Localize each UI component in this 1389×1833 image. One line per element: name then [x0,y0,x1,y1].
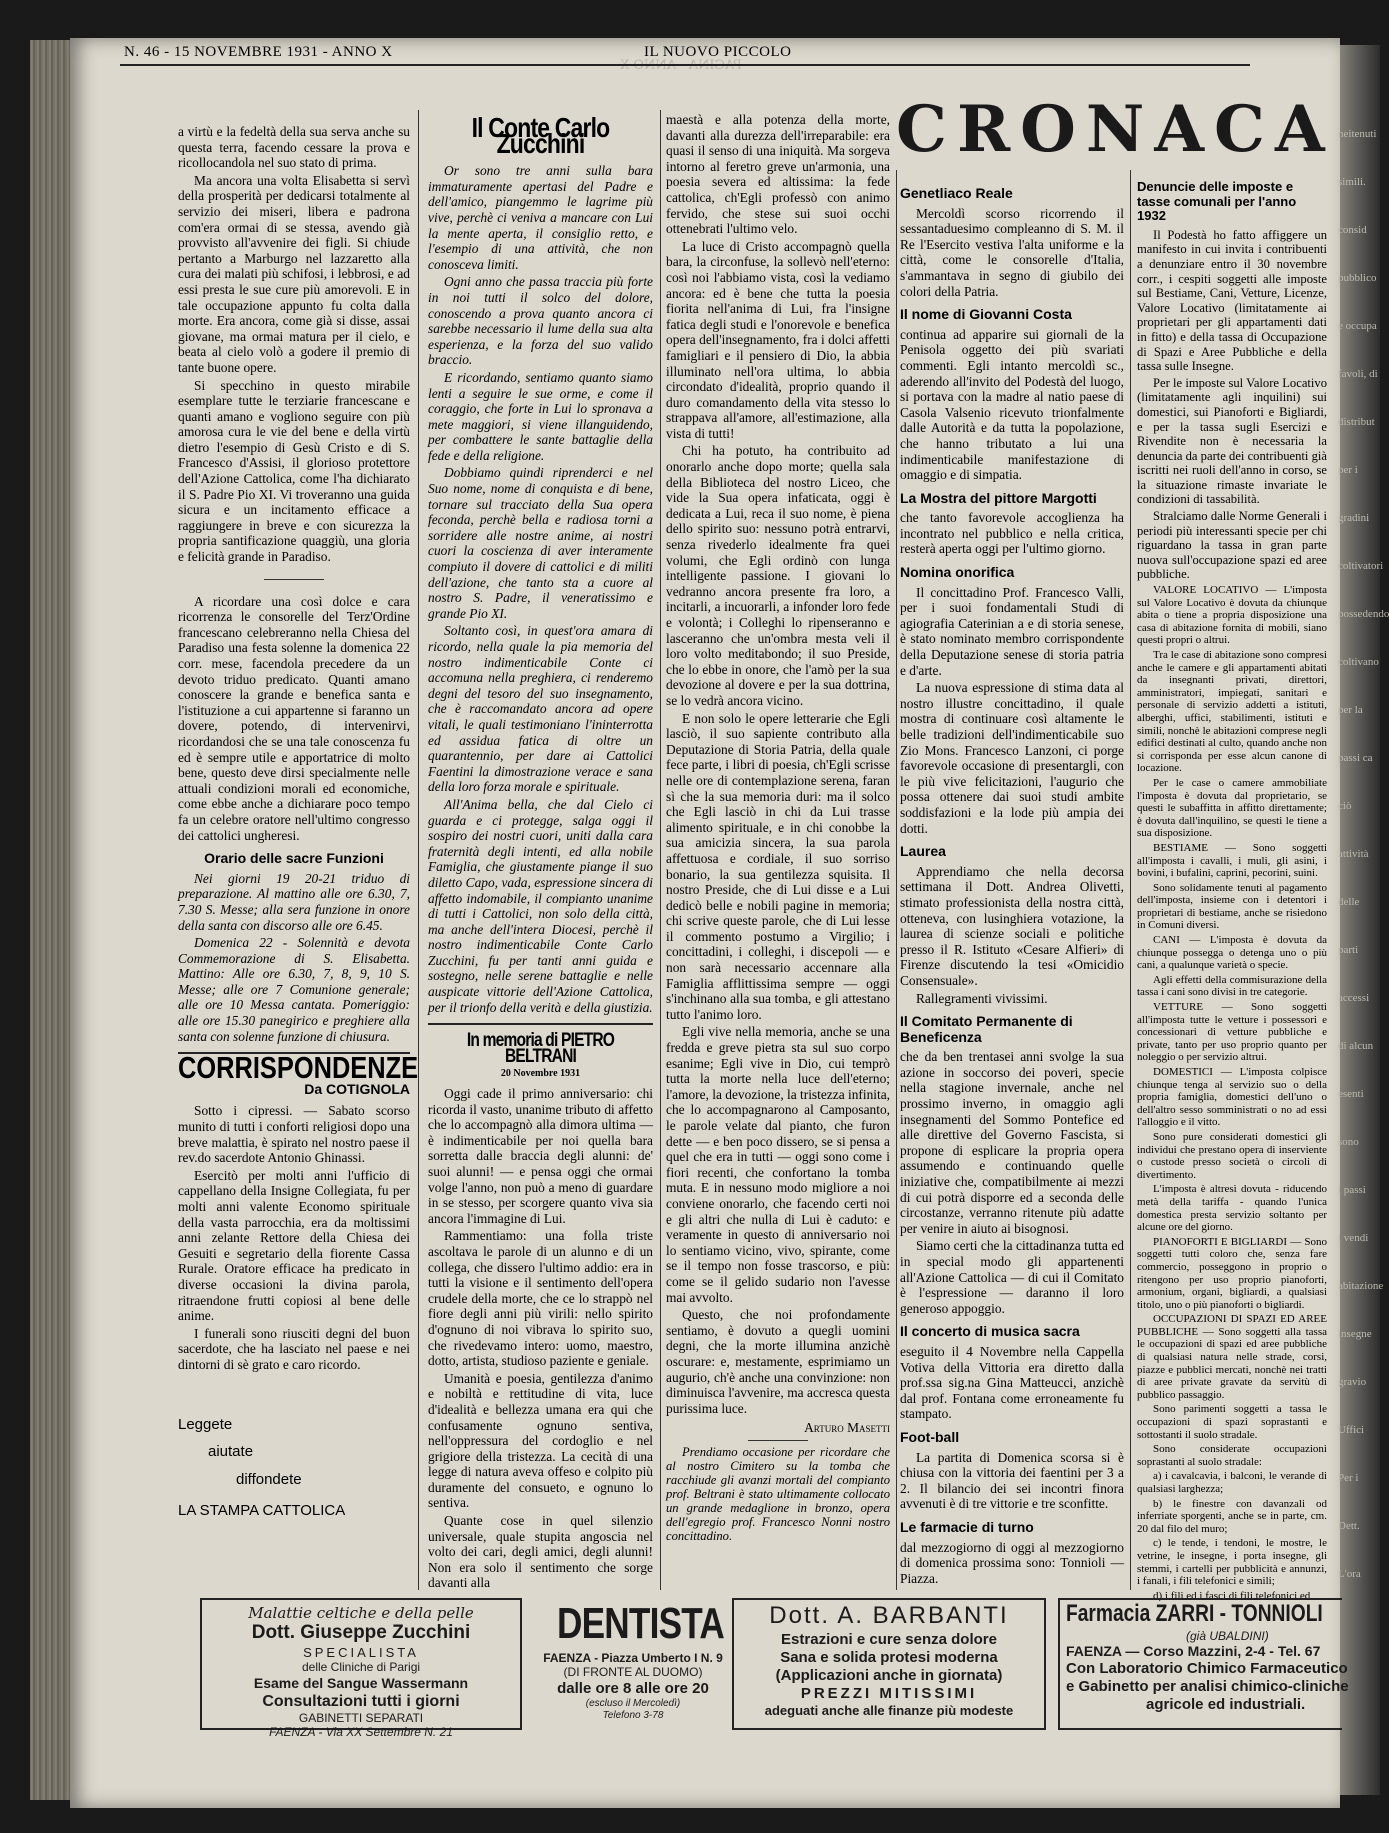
ad-line: Estrazioni e cure senza dolore [781,1630,997,1648]
ad-line: Consultazioni tutti i giorni [262,1692,460,1710]
paragraph: La nuova espressione di stima data al nostro illustre concittadino, il quale mostra di continuare così altamente le belle tradizioni dell'indimenticabile suo Zio Mons. Francesco Lanzoni, ci porge favorevole occasione di presentargli, con le più vive felicitazioni, l'augurio che possa ottenere dai suoi studi ambite soddisfazioni e la lode più ampia dei dotti. [900,680,1124,836]
paragraph: Stralciamo dalle Norme Generali i periodi più interessanti specie per chi riguardano la tassa in gran parte nuova sull'occupazione spazi ed aree pubbliche. [1137,509,1327,582]
paragraph: Questo, che noi profondamente sentiamo, è dovuto a quegli uomini degni, che la morte illumina anzichè oscurare: e, mestamente, esprimiamo un augurio, ch'è anche una convinzione: non diminuisca l'avvenire, ma accresca questa purissima luce. [666,1307,890,1416]
edge-fragment: Uffici [1338,1424,1365,1436]
section-heading: Il nome di Giovanni Costa [900,306,1072,323]
ad-line: FAENZA - Via XX Settembre N. 21 [269,1725,453,1740]
ad-line: (escluso il Mercoledì) [585,1697,681,1709]
ad-line: Farmacia ZARRI - TONNIOLI [1066,1600,1323,1627]
paragraph: Prendiamo occasione per ricordare che al nostro Cimitero su la tomba che racchiude gli avanzi mortali del compianto prof. Beltrani è stato ultimamente collocato un grande medaglione in bronzo, opera dell'egregio prof. Francesco Nonni nostro concittadino. [666,1444,890,1543]
edge-fragment: insegne [1338,1328,1372,1340]
section-title-cronaca: CRONACA [896,92,1335,167]
ad-line: SPECIALISTA [303,1644,419,1660]
paragraph: Or sono tre anni sulla bara immaturamente apertasi del Padre e dell'amico, piangemmo le lagrime più vive, perchè ci veniva a mancare con Lui la mente aperta, il consiglio retto, e l'esempio di una attività, che non conosceva limiti. [428,163,653,272]
ad-line: (DI FRONTE AL DUOMO) [563,1665,703,1680]
column-5 [1137,172,1327,1604]
paragraph: a) i cavalcavia, i balconi, le verande di qualsiasi larghezza; [1137,1470,1327,1495]
paragraph: continua ad apparire sui giornali de la Penisola oggetto dei più svariati commenti. Egli intanto mercoldì sc., aderendo all'invito del Podestà del luogo, si portava con la madre al natio paese di Casola Valsenio ricevuto trionfalmente dalle Autorità e da tutta la popolazione, che hanno tributato a lui una indimenticabile manifestazione di omaggio e di simpatia. [900,326,1124,483]
section-heading: Nomina onorifica [900,564,1015,581]
section-heading: Foot-ball [900,1428,960,1445]
paragraph: Apprendiamo che nella decorsa settimana il Dott. Andrea Olivetti, stimato professionista della nostra città, otteneva, con lusinghiera votazione, la laurea di scienze sociali e politiche presso il R. Istituto «Cesare Alfieri» di Firenze discutendo la tesi «Omicidio Consensuale». [900,863,1124,988]
edge-fragment: Per i [1338,1472,1359,1484]
signature: Arturo Masetti [804,1420,890,1436]
paragraph: E non solo le opere letterarie che Egli lasciò, il suo sapiente contributo alla Deputazione di Storia Patria, della quale fece parte, i libri di poesia, ch'Egli scrisse nelle ore di contemplazione serena, faran sì che la sua memoria duri: ma il solco che Egli lasciò in chi da Lui trasse alimento spirituale, e in chi conobbe la sua amicizia sincera, la sua parola affettuosa e cordiale, il suo sorriso bonario, la sua gentilezza squisita. Il nostro Preside, che di Lui disse e a Lui dedicò belle e nobili pagine in memoria; chi scrive queste parole, che di Lui lesse il commento postumo a Virgilio; i concittadini, i colleghi, i discepoli — e non sarà necessario accennare alla Famiglia afflittissima sempre — oggi s'inchinano alla sua tomba, e gli attestano tutto l'animo loro. [666,710,890,1022]
header-rule [120,64,1250,66]
paragraph: Per le case o camere ammobiliate l'imposta è dovuta dal proprietario, se questi le subaffitta in affitto direttamente; è dovuta dall'inquilino, se questi le tiene a sua disposizione. [1137,776,1327,840]
article-title: Il Conte Carlo Zucchini [471,112,610,159]
mirrored-bleedthrough: PAGINA · ANNO X [620,58,742,73]
edge-fragment: attività [1338,848,1369,860]
edge-fragment: esenti [1338,1088,1364,1100]
paragraph: La luce di Cristo accompagnò quella bara, la circonfuse, la sollevò nell'eterno: così noi l'abbiamo vista, così la vediamo ancora: ed è bene che tutta la poesia fiorita nell'anima di Lui, fra l'insigne fatica degli studi e l'onorevole e benefica opera dell'insegnamento, fra i dolci affetti famigliari e il pensiero di Dio, la abbia illuminato nell'ora ultima, lo abbia circondato d'idealità, proprio quando il duro comandamento della vita stesso lo strappava all'amore, all'estimazione, alla vista di tutti! [666,238,890,441]
column-divider [418,110,419,1590]
section-title: CORRISPONDENZE [178,1050,419,1086]
edge-fragment: gravio [1338,1376,1367,1388]
ad-line: Malattie celtiche e della pelle [248,1604,474,1622]
paragraph: d) i fili ed i fasci di fili telefonici ed [1153,1589,1311,1602]
paragraph: Per le imposte sul Valore Locativo (limitatamente agli inquilini) sui domestici, sui Pianoforti e Bigliardi, e per la tassa sugli Esercizi e Rivendite non è necessaria la denuncia da parte dei contribuenti già iscritti nei ruoli dell'anno in corso, se la situazione rimaste invariate le condizioni di tassabilità. [1137,375,1327,507]
ad-line: Dott. A. BARBANTI [769,1602,1009,1629]
paragraph: Ogni anno che passa traccia più forte in noi tutti il solco del dolore, conoscendo a prova quanto ancora ci sarebbe necessario il lume della sua alta esperienza, e la forza del suo valido braccio. [428,274,653,368]
edge-fragment: per i gradini [1338,464,1370,524]
column-2 [428,112,653,1593]
paragraph: E ricordando, sentiamo quanto siamo lenti a seguire le sue orme, e come il coraggio, che forte in Lui lo spronava a mete maggiori, si viene illanguidendo, per combattere le sante battaglie della fede e della religione. [428,369,653,463]
edge-fragment: per la [1338,704,1363,716]
edge-fragment: accessi [1338,992,1370,1004]
edge-fragment: coltivano [1338,656,1379,668]
paragraph: Soltanto così, in quest'ora amara di ricordo, nella quale la pia memoria del nostro indimenticabile Conte ci accomuna nella preghiera, ci renderemo degni del tesoro del suo insegnamento, che è raccomandato ancora ad opere vitali, le quali testimoniano l'ininterrotta ed assidua fatica di oltre un quarantennio, per dare ai Cattolici Faentini la dimostrazione verace e sana della loro forza morale e spirituale. [428,623,653,795]
paragraph: Esercitò per molti anni l'ufficio di cappellano della Insigne Collegiata, fu per molti anni valente Economo spirituale della vasta parrocchia, era da moltissimi anni zelante Rettore della Chiesa dei Gesuiti e segretario della fiorente Cassa Rurale. Oratore efficace ha predicato in diverse occasioni la divina parola, ritraendone frutti copiosi al bene delle anime. [178,1167,410,1324]
slogan: diffondete [236,1470,302,1488]
paragraph: Rammentiamo: una folla triste ascoltava le parole di un alunno e di un collega, che dissero l'ultimo addio: era in tutti la visione e il sentimento dell'opera crudele della morte, che ce lo strappò nel fiore degli anni più virili: nello spirito d'ognuno di noi vibrava lo spirito suo, che rivedevamo intero: uomo, maestro, dotto, artista, studioso paziente e geniale. [428,1228,653,1369]
edge-fragment: simili. [1338,176,1366,188]
column-4 [900,178,1124,1588]
subheading: Da COTIGNOLA [304,1080,410,1097]
paragraph: CANI — L'imposta è dovuta da chiunque possegga o detenga uno o più cani, a qualunque varietà o specie. [1137,934,1327,972]
section-heading: Orario delle sacre Funzioni [204,850,384,867]
edge-fragment: favoli, di [1338,368,1378,380]
ad-line: Sana e solida protesi moderna [780,1648,998,1666]
ad-line: Con Laboratorio Chimico Farmaceutico [1066,1659,1348,1677]
edge-fragment: possedendo [1338,608,1389,620]
ad-line: GABINETTI SEPARATI [298,1710,424,1725]
edge-fragment: e occupa [1338,320,1377,332]
paragraph: Agli effetti della commisurazione della tassa i cani sono divisi in tre categorie. [1137,973,1327,999]
ad-line: (già UBALDINI) [1186,1628,1269,1643]
edge-fragment: sono [1338,1136,1359,1148]
paragraph: Mercoldì scorso ricorrendo il sessantaduesimo compleanno di S. M. il Re l'Esercito vestiva l'alta uniforme e la città, come le consorelle d'Italia, s'ammantava in segno di giubilo dei colori della Patria. [900,205,1124,299]
paragraph: VETTURE — Sono soggetti all'imposta tutte le vetture i possessori e concessionari di vetture pubbliche e private, tanto per uso proprio quanto per noleggio o per servizio altrui. [1137,1001,1327,1064]
paragraph: Rallegramenti vivissimi. [916,990,1048,1006]
ad-line: Esame del Sangue Wassermann [253,1674,469,1691]
edge-fragment: i passi [1338,1184,1366,1196]
paragraph: Siamo certi che la cittadinanza tutta ed in special modo gli appartenenti all'Azione Cattolica — di cui il Comitato è l'espressione — daranno il loro generoso appoggio. [900,1238,1124,1316]
paragraph: Oggi cade il primo anniversario: chi ricorda il vasto, unanime tributo di affetto che lo accompagnò alla dimora ultima — è indimenticabile per noi quella bara sorretta dalle braccia degli alunni: de' suoi alunni! — e pensa oggi che ormai volge l'anno, non può a meno di guardare in se stesso, per scorgere quanto viva sia ancora l'immagine di Lui. [428,1086,653,1226]
paragraph: Ma ancora una volta Elisabetta si servì della prosperità per dedicarsi totalmente al servizio dei miseri, libera e padrona com'era ormai di se stessa, avendo già provvisto all'avvenire dei figli. Si chiude pertanto a Marburgo nel lazzaretto alla cura dei malati più schifosi, i lebbrosi, e ad essi presta le sue cure più amorevoli. E in tale occupazione appunto fu colta dalla morte. Era ancora, come già si disse, assai giovane, ma ormai matura per il cielo, e beata al cielo volò a godere il premio di tante buone opere. [178,172,410,375]
edge-fragment: consid [1338,224,1367,236]
edge-fragment: Dett. [1338,1520,1360,1532]
edge-fragment: delle parti [1338,896,1360,956]
edge-fragment: pubblico [1338,272,1377,284]
edge-fragment: neitenuti [1338,128,1377,140]
column-3 [666,112,890,1545]
article-date: 20 Novembre 1931 [500,1068,581,1080]
column-divider [896,170,897,1590]
ad-zucchini [200,1598,522,1740]
section-heading: Le farmacie di turno [900,1518,1034,1535]
ad-barbanti [732,1598,1046,1730]
ad-line: PREZZI MITISSIMI [800,1684,978,1702]
ad-line: DENTISTA [557,1599,724,1648]
paragraph: DOMESTICI — L'imposta colpisce chiunque tenga al servizio suo o della propria famiglia, domestici dell'uno o dell'altro sesso somministrati o no ad essi l'alloggio e il vitto. [1137,1066,1327,1129]
edge-fragment: ciò [1338,800,1352,812]
section-heading: Genetliaco Reale [900,185,1013,201]
ad-line: dalle ore 8 alle ore 20 [557,1679,709,1697]
paragraph: che da ben trentasei anni svolge la sua azione in soccorso dei poveri, specie nella stagione invernale, anche nel prossimo inverno, in omaggio agli insegnamenti del Sommo Pontefice ed alle direttive del Governo Fascista, si propone di esplicare la propria opera assumendo e continuando quelle iniziative che, compatibilmente ai mezzi di cui potrà disporre ed a seconda delle circostanze, verranno ritenute più adatte per venire in aiuto ai bisognosi. [900,1049,1124,1236]
paragraph: All'Anima bella, che dal Cielo ci guarda e ci protegge, salga oggi il sospiro dei nostri cuori, uniti dalla cara fraternità degli intenti, ed alla nobile Famiglia, che giustamente piange il suo diletto Capo, vada, espressione sincera di affetto indomabile, il compianto unanime di tutti i Cattolici, non solo della città, ma anche dell'intera Diocesi, perchè il nostro indimenticabile Conte Carlo Zucchini, fu per tanti anni guida e sostegno, nelle serene battaglie e nelle auspicate vittorie dell'Azione Cattolica, per il trionfo della verità e della giustizia. [428,796,653,1015]
edge-fragment: passi ca [1338,752,1373,764]
paragraph: Sono parimenti soggetti a tassa le occupazioni di spazi soprastanti e sottostanti il suolo stradale. [1137,1403,1327,1441]
paragraph: Dobbiamo quindi riprenderci e nel Suo nome, nome di conquista e di bene, tornare sul tracciato della Sua opera feconda, perchè bella e radiosa torni a sorridere alle nostre anime, ai nostri cuori la coscienza di aver interamente compiuto il dovere di cattolici e di militi dell'azione, che tanto sta a cuore al nostro S. Padre, il veneratissimo e grande Pio XI. [428,465,653,621]
section-heading: Il concerto di musica sacra [900,1323,1080,1340]
paragraph: Si specchino in questo mirabile esemplare tutte le terziarie francescane e quanti amano e vogliono seguire con più amorosa cura le vie del bene e della virtù dietro l'esempio di Gesù Cristo e di S. Francesco d'Assisi, il glorioso protettore dell'Azione Cattolica, come l'ha dichiarato il S. Padre Pio XI. Vi troveranno una guida sicura e un incitamento efficace a raggiungere in breve e con sicurezza la propria santificazione quaggiù, una gloria e felicità grande in Paradiso. [178,377,410,565]
edge-fragment: abitazione [1338,1280,1384,1292]
paragraph: Domenica 22 - Solennità e devota Commemorazione di S. Elisabetta. Mattino: Alle ore 6.30, 7, 8, 9, 10 S. Messe; alle ore 7 Comunione generale; alle ore 10 Messa cantata. Pomeriggio: alle ore 15.30 panegirico e preghiere alla santa con solenne funzione di chiusura. [178,935,410,1044]
edge-fragment: coltivatori [1338,560,1384,572]
section-heading: Laurea [900,843,946,860]
paragraph: maestà e alla potenza della morte, davanti alla durezza dell'irreparabile: era quasi il senso di una iniquità. Ma sorgeva intorno al feretro greve un'armonia, una poesia severa ed altissima: la fede cattolica, ch'Egli professò con animo fervido, che stese sui suoi occhi ottenebrati l'ultimo velo. [666,112,890,237]
paragraph: Sono solidamente tenuti al pagamento dell'imposta, insieme con i detentori i proprietari di bestiame, anche se risiedono in Comuni diversi. [1137,881,1327,932]
paragraph: Il concittadino Prof. Francesco Valli, per i suoi fondamentali Studi di agiografia Caterinian a e di storia senese, è stato nominato membro corrispondente della Deputazione senese di storia patria e d'arte. [900,584,1124,678]
edge-fragment: i vendi [1338,1232,1369,1244]
article-title: In memoria di PIETRO BELTRANI [466,1030,615,1067]
ad-line: adeguati anche alle finanze più modeste [764,1702,1014,1718]
ad-farmacia [1058,1598,1349,1730]
paragraph: eseguito il 4 Novembre nella Cappella Votiva della Vittoria era diretto dalla prof.ssa sig.na Gina Matteucci, anzichè dal prof. Fontana come erroneamente fu stampato. [900,1343,1124,1422]
paragraph: A ricordare una così dolce e cara ricorrenza le consorelle del Terz'Ordine francescano celebreranno nella Chiesa del Paradiso una festa solenne la domenica 22 corr. mese, facendola precedere da un devoto triduo predicato. Quanti amano conoscere la grande e benefica santa e l'istituzione a cui appartenne si faranno un dovere, potendo, di intervenirvi, ricordandosi che se una tale conoscenza fu ed è sempre utile e apportatrice di molto bene, questo deve dirsi specialmente nelle attuali condizioni morali ed economiche, come ebbe anche a dichiarare poco tempo fa un celebre oratore nell'ultimo congresso dei cattolici ungheresi. [178,593,410,843]
paragraph: Nei giorni 19 20-21 triduo di preparazione. Al mattino alle ore 6.30, 7, 7.30 S. Messe; alla sera funzione in onore della santa con discorso alle ore 6.45. [178,870,410,933]
edge-fragment: distribut [1338,416,1375,428]
paragraph: Umanità e poesia, gentilezza d'animo e nobiltà e rettitudine di vita, luce d'idealità e bellezza umana era qui che confusamente ognuno sentiva, nell'oppressura del cordoglio e nel grigiore della tristezza. La cecità di una legge di natura aveva offeso e colpito più duramente del consueto, e ognuno lo sentiva. [428,1370,653,1511]
paragraph: PIANOFORTI E BIGLIARDI — Sono soggetti tutti coloro che, senza fare commercio, posseggono in proprio o ritengono per uso proprio pianoforti, armonium, organi, bigliardi, a qualsiasi titolo, uno o più pianoforti o bigliardi. [1137,1235,1327,1311]
adjacent-page-fragments [1338,110,1389,1598]
paragraph: Tra le case di abitazione sono compresi anche le camere e gli appartamenti abitati da insegnanti privati, direttori, amministratori, impiegati, sanitari e personale di servizio addetti a istituti, alberghi, uffici, stabilimenti, istituti e simili, nonchè le abitazioni comprese negli edifici destinati al culto, quando anche non si corrisponda per esse alcun canone di locazione. [1137,649,1327,775]
section-heading: Denuncie delle imposte e tasse comunali per l'anno 1932 [1137,179,1297,224]
paragraph: a virtù e la fedeltà della sua serva anche su questa terra, facendo cessare la prova e ricollocandola nel suo stato di prima. [178,124,410,171]
paragraph: Quante cose in quel silenzio universale, quale stupita angoscia nel volto dei cari, degli amici, degli alunni! Non era solo il sentimento che sorge davanti alla [428,1513,653,1591]
paragraph: Sotto i cipressi. — Sabato scorso munito di tutti i conforti religiosi dopo una breve malattia, è spirato nel nostro paese il rev.do sacerdote Antonio Ghinassi. [178,1103,410,1166]
ad-line: (Applicazioni anche in giornata) [775,1666,1003,1684]
paper-name: IL NUOVO PICCOLO [644,44,792,60]
divider [748,1440,808,1441]
paragraph: dal mezzogiorno di oggi al mezzogiorno di domenica prossima sono: Tonnioli — Piazza. [900,1539,1124,1586]
paragraph: BESTIAME — Sono soggetti all'imposta i cavalli, i muli, gli asini, i bovini, i bufalini, caprini, pecorini, suini. [1137,841,1327,880]
ad-line: delle Cliniche di Parigi [301,1660,421,1675]
divider [264,579,324,580]
paragraph: che tanto favorevole accoglienza ha incontrato nel pubblico e nella critica, resterà aperta oggi per l'ultimo giorno. [900,510,1124,557]
edge-fragment: di alcun [1338,1040,1374,1052]
ad-line: FAENZA - Piazza Umberto I N. 9 [543,1650,723,1665]
paragraph: I funerali sono riusciti degni del buon sacerdote, che ha lasciato nel paese e nei dintorni di sè grato e caro ricordo. [178,1325,410,1372]
section-heading: Il Comitato Permanente di Beneficenza [900,1013,1073,1045]
paragraph: Egli vive nella memoria, anche se una fredda e greve pietra sta sul suo corpo esanime; Egli vive in Dio, cui temprò tutta la morte nella luce dell'eterno; l'amore, la devozione, la tristezza infinita, che lo accompagnarono al Camposanto, le parole velate dal pianto, che furon dette — e ben poco dissero, se si pensa a quel che era in tutti — oggi sono come i fiori recenti, che confortano la tomba muta. E in nessuno modo migliore a noi conviene onorarlo, che facendo certi noi e gli altri che nulla di Lui è caduto: e veramente in questo di anniversario noi lo sentiamo vicino, vivo, spirante, come se il tempo non fosse trascorso, e più: come se il gelido sudario non l'avesse mai avvolto. [666,1024,891,1305]
paragraph: Il Podestà ho fatto affiggere un manifesto in cui invita i contribuenti a denunziare entro il 30 novembre corr., i cespiti soggetti alle imposte sul Bestiame, Cani, Vetture, Licenze, Valore Locativo (limitatamente ai proprietari per gli appartamenti dati in fitto) e della tassa di Occupazione di Spazi e Aree Pubbliche e della tassa sulle Insegne. [1137,227,1327,374]
ad-line: e Gabinetto per analisi chimico-cliniche [1066,1677,1349,1695]
ad-line: agricole ed industriali. [1146,1695,1306,1713]
ad-line: FAENZA — Corso Mazzini, 2-4 - Tel. 67 [1066,1643,1321,1660]
ad-line: Dott. Giuseppe Zucchini [251,1622,471,1643]
paragraph: La partita di Domenica scorsa si è chiusa con la vittoria dei faentini per 3 a 2. Il bilancio dei sei incontri finora avvenuti è di tre vittorie e tre sconfitte. [900,1449,1124,1512]
paragraph: L'imposta è altresì dovuta - riducendo metà della tariffa - quando l'unica domestica presta servizio soltanto per alcune ore del giorno. [1137,1183,1327,1234]
paragraph: Sono pure considerati domestici gli individui che prestano opera di inserviente o custode presso società o circoli di divertimento. [1137,1130,1327,1181]
paragraph: VALORE LOCATIVO — L'imposta sul Valore Locativo è dovuta da chiunque abita o tiene a propria disposizione una casa di abitazione fornita di mobili, siano questi propri o altrui. [1137,584,1327,647]
page-header [124,40,1244,66]
slogan: Leggete [178,1415,233,1433]
issue-line: N. 46 - 15 NOVEMBRE 1931 - ANNO X [124,44,393,60]
paragraph: c) le tende, i tendoni, le mostre, le vetrine, le insegne, i porta insegne, gli stemmi, i cartelli per pubblicità e annunzi, i fanali, i fili telefonici e simili; [1137,1537,1327,1588]
column-divider [660,110,661,1590]
edge-fragment: L'ora [1338,1568,1361,1580]
slogan: LA STAMPA CATTOLICA [178,1502,346,1520]
ad-dentista [538,1598,728,1726]
paragraph: Chi ha potuto, ha contribuito ad onorarlo anche dopo morte; quella sala della Biblioteca del nostro Liceo, che vide la Sua opera infaticata, oggi è dedicata a Lui, reca il suo nome, è piena dello spirito suo: nessuno potrà entrarvi, senza rivederlo idealmente fra quei volumi, che Egli ordinò con lunga intelligente passione. I giovani lo vedranno ancora presente fra loro, a incitarli, a incuorarli, a infonder loro fede e volontà; i Colleghi lo ripenseranno e lasceranno che un'ombra mesta veli il loro volto meditabondo; il suo Preside, che lo ebbe in onore, che l'amò per la sua devozione al dovere e per la sua dottrina, se lo vedrà ancora vicino. [666,443,890,708]
column-divider [1130,170,1131,1590]
paragraph: OCCUPAZIONI DI SPAZI ED AREE PUBBLICHE — Sono soggetti alla tassa le occupazioni di spazi ed aree pubbliche di qualsiasi natura nelle strade, corsi, piazze e pubblici mercati, nonchè nei tratti di aree private gravate da servitù di pubblico passaggio. [1137,1313,1327,1401]
paragraph: Sono considerate occupazioni soprastanti al suolo stradale: [1137,1443,1327,1468]
section-heading: La Mostra del pittore Margotti [900,489,1097,506]
divider [428,1023,653,1025]
ad-line: Telefono 3-78 [602,1709,664,1721]
paragraph: b) le finestre con davanzali od inferriate sporgenti, anche se in parte, cm. 20 dal filo del muro; [1137,1497,1327,1535]
column-1 [178,124,419,1520]
slogan: aiutate [208,1443,254,1461]
